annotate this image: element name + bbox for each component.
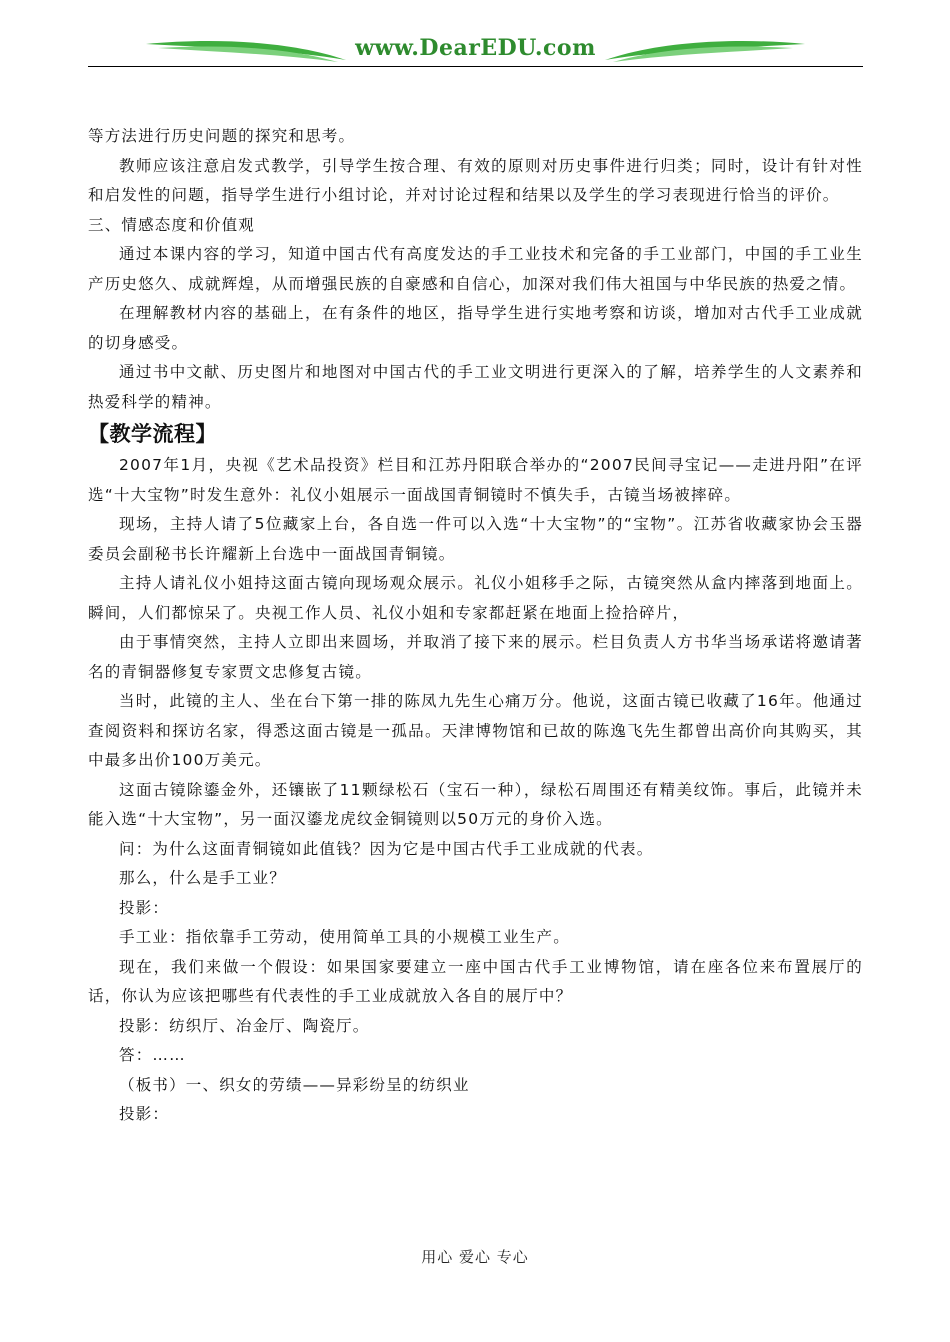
paragraph: 2007年1月，央视《艺术品投资》栏目和江苏丹阳联合举办的“2007民间寻宝记——走进丹阳”在评选“十大宝物”时发生意外：礼仪小姐展示一面战国青铜镜时不慎失手，古镜当场被摔碎。 <box>88 456 863 504</box>
paragraph: 投影：纺织厅、冶金厅、陶瓷厅。 <box>119 1016 370 1035</box>
teaching-flow-heading: 【教学流程】 <box>88 422 217 446</box>
paragraph: 现在，我们来做一个假设：如果国家要建立一座中国古代手工业博物馆，请在座各位来布置展厅的话，你认为应该把哪些有代表性的手工业成就放入各自的展厅中？ <box>88 957 863 1005</box>
document-body <box>88 122 863 1130</box>
paragraph: 现场，主持人请了5位藏家上台，各自选一件可以入选“十大宝物”的“宝物”。江苏省收藏家协会玉器委员会副秘书长许耀新上台选中一面战国青铜镜。 <box>88 515 863 563</box>
paragraph: 投影： <box>119 898 170 917</box>
paragraph: （板书）一、织女的劳绩——异彩纷呈的纺织业 <box>119 1075 470 1094</box>
paragraph: 手工业：指依靠手工劳动，使用简单工具的小规模工业生产。 <box>119 928 570 946</box>
paragraph: 在理解教材内容的基础上，在有条件的地区，指导学生进行实地考察和访谈，增加对古代手工业成就的切身感受。 <box>88 304 863 352</box>
paragraph: 教师应该注意启发式教学，引导学生按合理、有效的原则对历史事件进行归类；同时，设计有针对性和启发性的问题，指导学生进行小组讨论，并对讨论过程和结果以及学生的学习表现进行恰当的评价。 <box>88 156 863 204</box>
paragraph: 当时，此镜的主人、坐在台下第一排的陈凤九先生心痛万分。他说，这面古镜已收藏了16年。他通过查阅资料和探访名家，得悉这面古镜是一孤品。天津博物馆和已故的陈逸飞先生都曾出高价向其购买，其中最多出价100万美元。 <box>88 692 863 769</box>
paragraph: 问：为什么这面青铜镜如此值钱？因为它是中国古代手工业成就的代表。 <box>119 839 654 858</box>
section-heading: 三、情感态度和价值观 <box>88 215 256 234</box>
site-header-banner <box>88 30 863 70</box>
site-name: www.DearEDU.com <box>355 35 596 61</box>
paragraph: 这面古镜除鎏金外，还镶嵌了11颗绿松石（宝石一种），绿松石周围还有精美纹饰。事后，此镜并未能入选“十大宝物”，另一面汉鎏龙虎纹金铜镜则以50万元的身价入选。 <box>88 780 863 828</box>
paragraph: 通过本课内容的学习，知道中国古代有高度发达的手工业技术和完备的手工业部门，中国的手工业生产历史悠久、成就辉煌，从而增强民族的自豪感和自信心，加深对我们伟大祖国与中华民族的热爱之情。 <box>88 245 863 293</box>
page-footer: 用心 爱心 专心 <box>421 1248 529 1266</box>
paragraph: 投影： <box>119 1105 170 1123</box>
paragraph: 主持人请礼仪小姐持这面古镜向现场观众展示。礼仪小姐移手之际，古镜突然从盒内摔落到地面上。瞬间，人们都惊呆了。央视工作人员、礼仪小姐和专家都赶紧在地面上捡拾碎片， <box>88 574 863 622</box>
header-divider <box>88 66 863 67</box>
paragraph: 通过书中文献、历史图片和地图对中国古代的手工业文明进行更深入的了解，培养学生的人文素养和热爱科学的精神。 <box>88 363 863 411</box>
paragraph: 答：…… <box>119 1046 186 1064</box>
paragraph: 由于事情突然，主持人立即出来圆场，并取消了接下来的展示。栏目负责人方书华当场承诺将邀请著名的青铜器修复专家贾文忠修复古镜。 <box>88 633 863 681</box>
paragraph: 等方法进行历史问题的探究和思考。 <box>88 127 356 145</box>
paragraph: 那么，什么是手工业？ <box>119 869 287 887</box>
